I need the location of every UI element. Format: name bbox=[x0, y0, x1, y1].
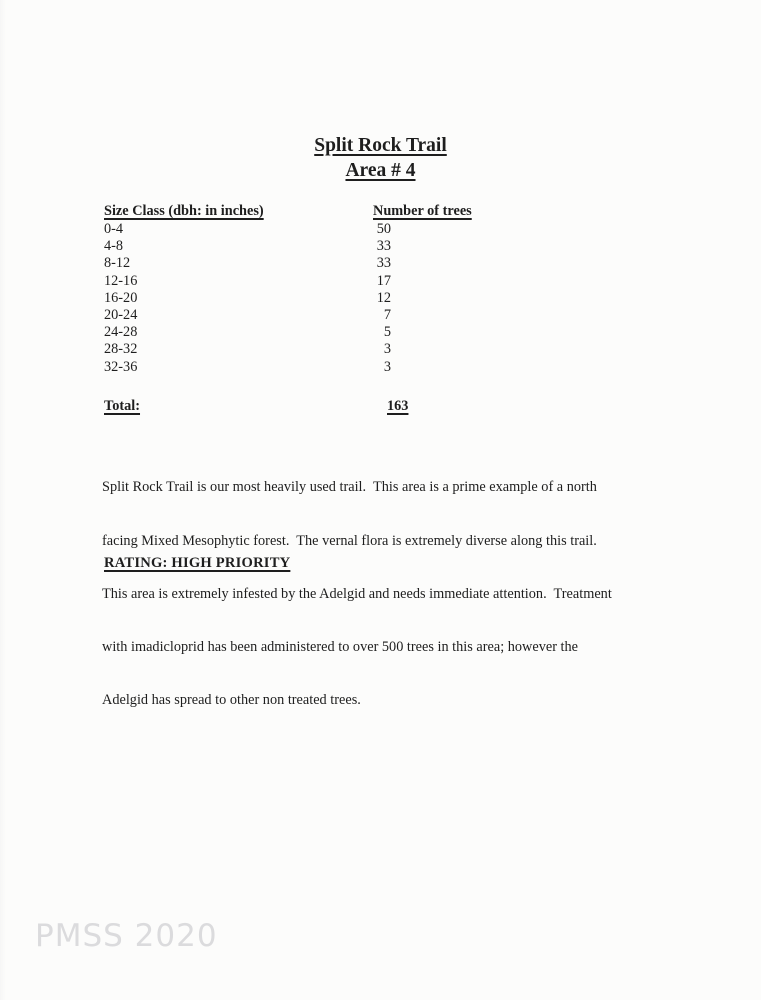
count-cell: 33 bbox=[376, 238, 391, 255]
document-title bbox=[0, 133, 761, 183]
size-class-cell: 20-24 bbox=[104, 307, 138, 324]
table-row bbox=[104, 307, 472, 324]
number-of-trees-column-header: Number of trees bbox=[373, 203, 472, 219]
total-value: 163 bbox=[387, 397, 409, 414]
paragraph-line: with imadicloprid has been administered to over 500 trees in this area; however the bbox=[102, 638, 579, 655]
total-row bbox=[104, 397, 472, 415]
size-class-cell: 0-4 bbox=[104, 221, 124, 237]
count-cell: 33 bbox=[376, 255, 391, 272]
table-row bbox=[104, 221, 472, 238]
size-class-cell: 24-28 bbox=[104, 324, 138, 341]
tree-size-table bbox=[104, 202, 472, 415]
size-class-cell: 4-8 bbox=[104, 238, 124, 255]
table-row bbox=[104, 290, 472, 307]
paragraph-line: Split Rock Trail is our most heavily used trail. This area is a prime example of a north bbox=[102, 479, 597, 496]
size-class-cell: 28-32 bbox=[104, 341, 138, 358]
page-title-line1: Split Rock Trail bbox=[314, 135, 447, 156]
count-cell: 3 bbox=[383, 341, 391, 358]
rating-text: RATING: HIGH PRIORITY bbox=[104, 555, 291, 571]
table-row bbox=[104, 341, 472, 358]
paragraph-line: Adelgid has spread to other non treated trees. bbox=[102, 691, 361, 708]
table-row bbox=[104, 255, 472, 272]
count-cell: 50 bbox=[376, 221, 391, 237]
table-row bbox=[104, 238, 472, 255]
table-row bbox=[104, 324, 472, 341]
description-paragraph bbox=[102, 444, 612, 745]
count-cell: 17 bbox=[376, 272, 391, 289]
count-cell: 5 bbox=[383, 324, 391, 341]
count-cell: 3 bbox=[383, 358, 391, 375]
paragraph-line: This area is extremely infested by the Adelgid and needs immediate attention. Treatment bbox=[102, 585, 612, 602]
size-class-column-header: Size Class (dbh: in inches) bbox=[104, 203, 264, 219]
total-label: Total: bbox=[104, 397, 141, 414]
watermark: PMSS 2020 bbox=[35, 918, 218, 954]
count-cell: 7 bbox=[383, 307, 391, 324]
count-cell: 12 bbox=[376, 289, 391, 306]
table-row bbox=[104, 359, 472, 376]
size-class-cell: 16-20 bbox=[104, 289, 138, 306]
size-class-cell: 8-12 bbox=[104, 255, 131, 272]
size-class-cell: 32-36 bbox=[104, 358, 138, 375]
paragraph-line: facing Mixed Mesophytic forest. The vernal flora is extremely diverse along this trail. bbox=[102, 532, 597, 549]
table-header-row bbox=[104, 202, 472, 220]
table-row bbox=[104, 273, 472, 290]
page-title-line2: Area # 4 bbox=[345, 160, 416, 181]
size-class-cell: 12-16 bbox=[104, 272, 138, 289]
